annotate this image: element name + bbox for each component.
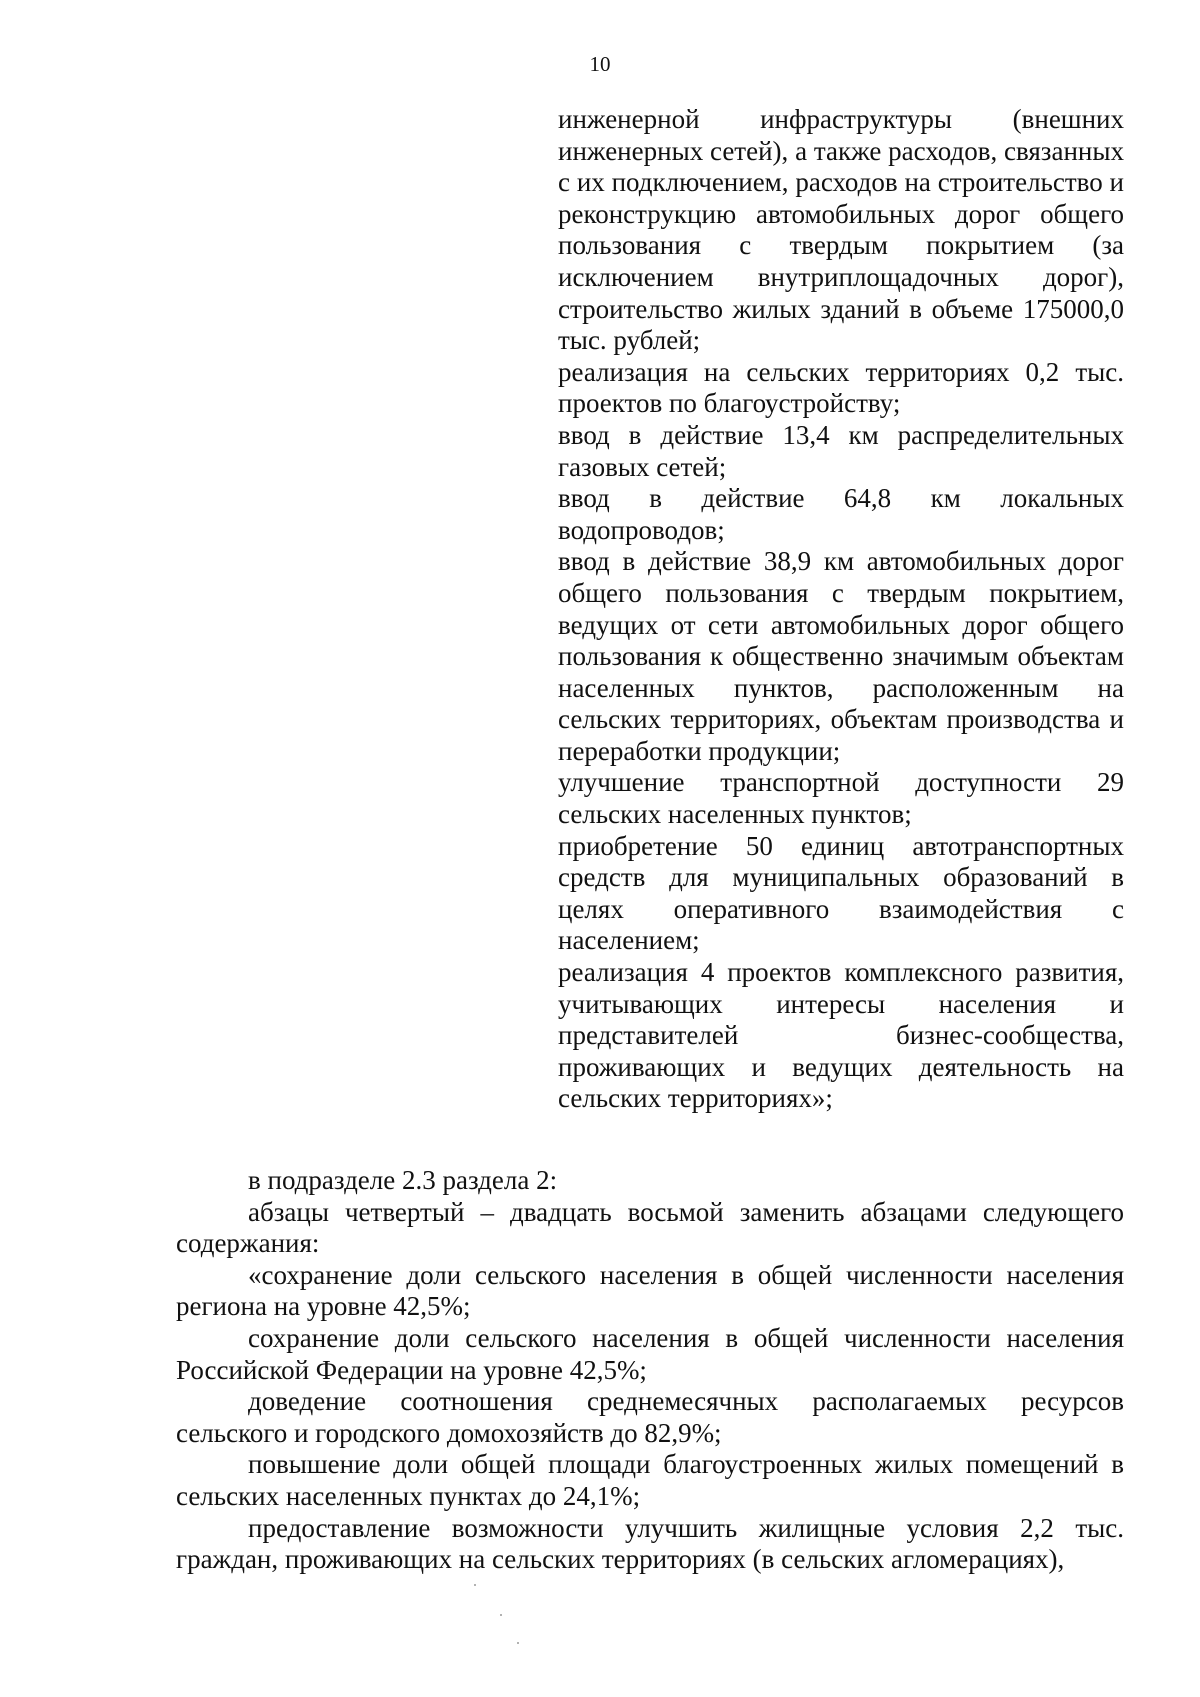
right-column-text-block [558, 104, 1124, 1115]
paragraph: улучшение транспортной доступности 29 сельских населенных пунктов; [558, 767, 1124, 830]
paragraph: абзацы четвертый – двадцать восьмой заменить абзацами следующего содержания: [176, 1196, 1124, 1259]
body-text-block [176, 1165, 1124, 1576]
paragraph: повышение доли общей площади благоустроенных жилых помещений в сельских населенных пунктах до 24,1%; [176, 1449, 1124, 1511]
paragraph: реализация на сельских территориях 0,2 тыс. проектов по благоустройству; [558, 356, 1124, 419]
paragraph: сохранение доли сельского населения в общей численности населения Российской Федерации на уровне 42,5%; [176, 1322, 1124, 1385]
paragraph: «сохранение доли сельского населения в общей численности населения региона на уровне 42,5%; [176, 1259, 1124, 1322]
paragraph: предоставление возможности улучшить жилищные условия 2,2 тыс. граждан, проживающих на сельских территориях (в сельских агломерациях), [176, 1512, 1124, 1575]
paragraph: ввод в действие 64,8 км локальных водопроводов; [558, 483, 1124, 545]
paragraph: инженерной инфраструктуры (внешних инженерных сетей), а также расходов, связанных с их подключением, расходов на строительство и реконструкцию автомобильных дорог общего пользования с твердым покрытием (за исключением внутриплощадочных дорог), строительство жилых зданий в объеме 175000,0 тыс. рублей; [558, 104, 1124, 356]
paragraph: в подразделе 2.3 раздела 2: [248, 1165, 558, 1195]
scan-artifact [517, 1642, 519, 1644]
scan-artifact [500, 1614, 502, 1616]
paragraph: реализация 4 проектов комплексного развития, учитывающих интересы населения и представителей бизнес-сообщества, проживающих и ведущих деятельность на сельских территориях»; [558, 957, 1124, 1114]
paragraph: приобретение 50 единиц автотранспортных средств для муниципальных образований в целях оперативного взаимодействия с населением; [558, 830, 1124, 956]
page-number: 10 [589, 52, 611, 76]
paragraph: ввод в действие 13,4 км распределительных газовых сетей; [558, 419, 1124, 482]
scan-artifact [474, 1584, 476, 1586]
paragraph: доведение соотношения среднемесячных располагаемых ресурсов сельского и городского домохозяйств до 82,9%; [176, 1386, 1124, 1448]
paragraph: ввод в действие 38,9 км автомобильных дорог общего пользования с твердым покрытием, ведущих от сети автомобильных дорог общего пользования к общественно значимым объектам населенных пунктов, расположенным на сельских территориях, объектам производства и переработки продукции; [558, 546, 1124, 766]
